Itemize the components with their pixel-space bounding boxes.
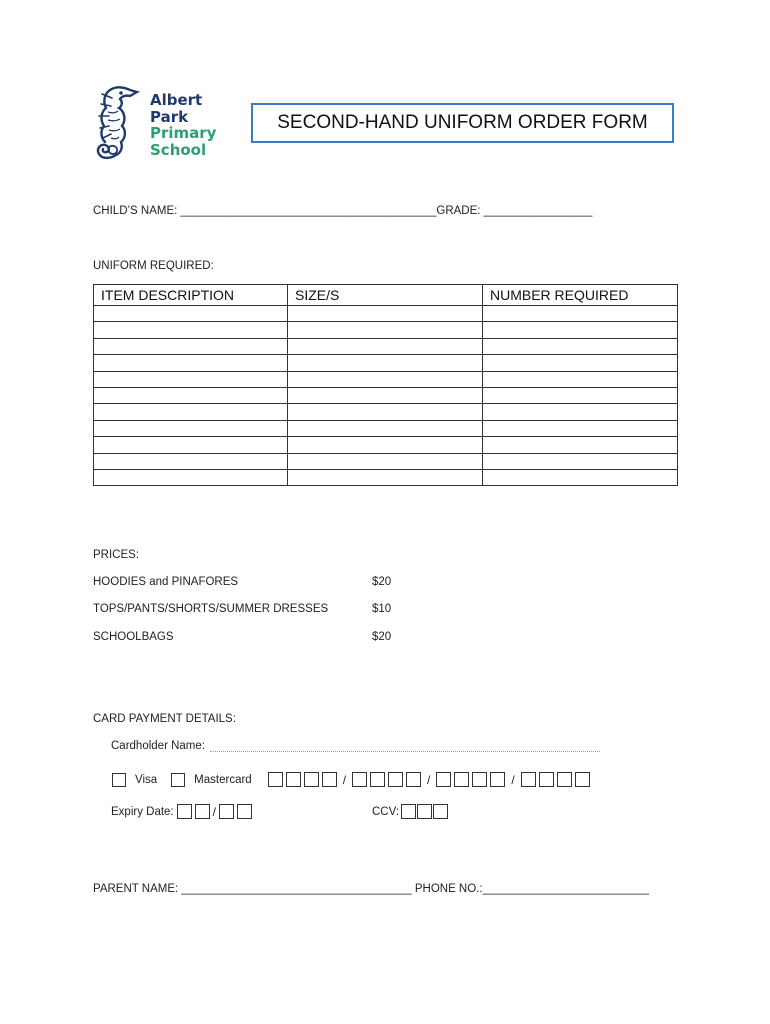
size-cell[interactable] bbox=[288, 322, 483, 338]
price-item-value: $10 bbox=[372, 603, 392, 615]
card-digit-box[interactable] bbox=[539, 772, 554, 787]
expiry-digit-box[interactable] bbox=[177, 804, 192, 819]
card-number-group-3[interactable] bbox=[436, 772, 508, 787]
item-description-cell[interactable] bbox=[94, 453, 288, 469]
item-description-cell[interactable] bbox=[94, 387, 288, 403]
logo-line-school: School bbox=[150, 140, 207, 159]
cardholder-name-line[interactable] bbox=[210, 741, 600, 752]
childs-name-grade-line[interactable]: CHILD’S NAME: ________________________________________GRADE: _________________ bbox=[93, 205, 593, 217]
card-digit-box[interactable] bbox=[521, 772, 536, 787]
table-row bbox=[94, 355, 678, 371]
price-item-name: TOPS/PANTS/SHORTS/SUMMER DRESSES bbox=[93, 603, 329, 615]
item-description-cell[interactable] bbox=[94, 355, 288, 371]
cardholder-name-field[interactable] bbox=[111, 740, 600, 752]
price-item-value: $20 bbox=[372, 631, 392, 643]
table-row bbox=[94, 322, 678, 338]
table-header-row bbox=[94, 285, 678, 306]
logo-line-albert: Albert bbox=[150, 91, 203, 109]
size-cell[interactable] bbox=[288, 355, 483, 371]
expiry-digit-box[interactable] bbox=[219, 804, 234, 819]
size-cell[interactable] bbox=[288, 469, 483, 485]
card-digit-box[interactable] bbox=[304, 772, 319, 787]
card-digit-box[interactable] bbox=[322, 772, 337, 787]
card-digit-box[interactable] bbox=[370, 772, 385, 787]
card-payment-label: CARD PAYMENT DETAILS: bbox=[93, 713, 236, 725]
expiry-digit-box[interactable] bbox=[237, 804, 252, 819]
ccv-digit-box[interactable] bbox=[401, 804, 416, 819]
size-cell[interactable] bbox=[288, 387, 483, 403]
cardholder-name-label: Cardholder Name: bbox=[111, 740, 205, 752]
expiry-date-field bbox=[111, 804, 255, 819]
logo-line-primary: Primary bbox=[150, 124, 217, 142]
number-required-cell[interactable] bbox=[483, 371, 678, 387]
card-digit-box[interactable] bbox=[575, 772, 590, 787]
card-digit-box[interactable] bbox=[490, 772, 505, 787]
item-description-cell[interactable] bbox=[94, 338, 288, 354]
item-description-cell[interactable] bbox=[94, 404, 288, 420]
size-cell[interactable] bbox=[288, 306, 483, 322]
number-required-cell[interactable] bbox=[483, 322, 678, 338]
price-item-name: SCHOOLBAGS bbox=[93, 631, 174, 643]
number-required-cell[interactable] bbox=[483, 437, 678, 453]
uniform-items-table bbox=[93, 284, 678, 486]
card-number-group-4[interactable] bbox=[521, 772, 593, 787]
table-row bbox=[94, 306, 678, 322]
card-type-and-number-row bbox=[112, 772, 593, 787]
prices-label: PRICES: bbox=[93, 549, 140, 561]
card-number-group-1[interactable] bbox=[268, 772, 340, 787]
card-digit-box[interactable] bbox=[268, 772, 283, 787]
item-description-cell[interactable] bbox=[94, 306, 288, 322]
table-row bbox=[94, 420, 678, 436]
number-required-cell[interactable] bbox=[483, 420, 678, 436]
card-digit-box[interactable] bbox=[436, 772, 451, 787]
item-description-cell[interactable] bbox=[94, 469, 288, 485]
table-row bbox=[94, 387, 678, 403]
table-row bbox=[94, 371, 678, 387]
table-row bbox=[94, 469, 678, 485]
number-required-cell[interactable] bbox=[483, 387, 678, 403]
size-cell[interactable] bbox=[288, 437, 483, 453]
price-item-value: $20 bbox=[372, 576, 392, 588]
card-digit-box[interactable] bbox=[454, 772, 469, 787]
size-cell[interactable] bbox=[288, 420, 483, 436]
expiry-digit-box[interactable] bbox=[195, 804, 210, 819]
table-row bbox=[94, 453, 678, 469]
table-row bbox=[94, 437, 678, 453]
mastercard-label: Mastercard bbox=[194, 773, 252, 786]
card-number-separator: / bbox=[511, 772, 515, 787]
ccv-digit-box[interactable] bbox=[433, 804, 448, 819]
form-title bbox=[251, 103, 674, 143]
card-number-separator: / bbox=[342, 772, 347, 787]
size-cell[interactable] bbox=[288, 338, 483, 354]
column-header-item-description: ITEM DESCRIPTION bbox=[94, 285, 288, 306]
logo-line-park: Park bbox=[150, 107, 189, 126]
card-digit-box[interactable] bbox=[472, 772, 487, 787]
visa-checkbox[interactable] bbox=[112, 773, 126, 787]
expiry-separator: / bbox=[212, 804, 216, 819]
form-title-text: SECOND-HAND UNIFORM ORDER FORM bbox=[277, 112, 648, 133]
price-item-name: HOODIES and PINAFORES bbox=[93, 576, 239, 588]
column-header-sizes: SIZE/S bbox=[288, 285, 483, 306]
table-row bbox=[94, 404, 678, 420]
school-logo-wordmark bbox=[150, 92, 216, 158]
expiry-date-label: Expiry Date: bbox=[111, 805, 174, 818]
visa-label: Visa bbox=[135, 773, 158, 786]
size-cell[interactable] bbox=[288, 453, 483, 469]
mastercard-checkbox[interactable] bbox=[171, 773, 185, 787]
size-cell[interactable] bbox=[288, 404, 483, 420]
parent-name-phone-line[interactable]: PARENT NAME: ____________________________________ PHONE NO.:__________________________ bbox=[93, 883, 649, 895]
number-required-cell[interactable] bbox=[483, 404, 678, 420]
item-description-cell[interactable] bbox=[94, 420, 288, 436]
card-digit-box[interactable] bbox=[557, 772, 572, 787]
number-required-cell[interactable] bbox=[483, 453, 678, 469]
number-required-cell[interactable] bbox=[483, 469, 678, 485]
number-required-cell[interactable] bbox=[483, 355, 678, 371]
ccv-digit-box[interactable] bbox=[417, 804, 432, 819]
number-required-cell[interactable] bbox=[483, 306, 678, 322]
card-number-group-2[interactable] bbox=[352, 772, 424, 787]
ccv-label: CCV: bbox=[372, 805, 400, 818]
column-header-number-required: NUMBER REQUIRED bbox=[483, 285, 678, 306]
uniform-required-label: UNIFORM REQUIRED: bbox=[93, 260, 214, 272]
size-cell[interactable] bbox=[288, 371, 483, 387]
table-row bbox=[94, 338, 678, 354]
card-digit-box[interactable] bbox=[406, 772, 421, 787]
item-description-cell[interactable] bbox=[94, 437, 288, 453]
item-description-cell[interactable] bbox=[94, 322, 288, 338]
card-number-separator: / bbox=[427, 772, 431, 787]
card-digit-box[interactable] bbox=[352, 772, 367, 787]
seahorse-logo-icon bbox=[90, 84, 140, 166]
card-digit-box[interactable] bbox=[286, 772, 301, 787]
card-digit-box[interactable] bbox=[388, 772, 403, 787]
item-description-cell[interactable] bbox=[94, 371, 288, 387]
ccv-field bbox=[372, 804, 451, 819]
number-required-cell[interactable] bbox=[483, 338, 678, 354]
